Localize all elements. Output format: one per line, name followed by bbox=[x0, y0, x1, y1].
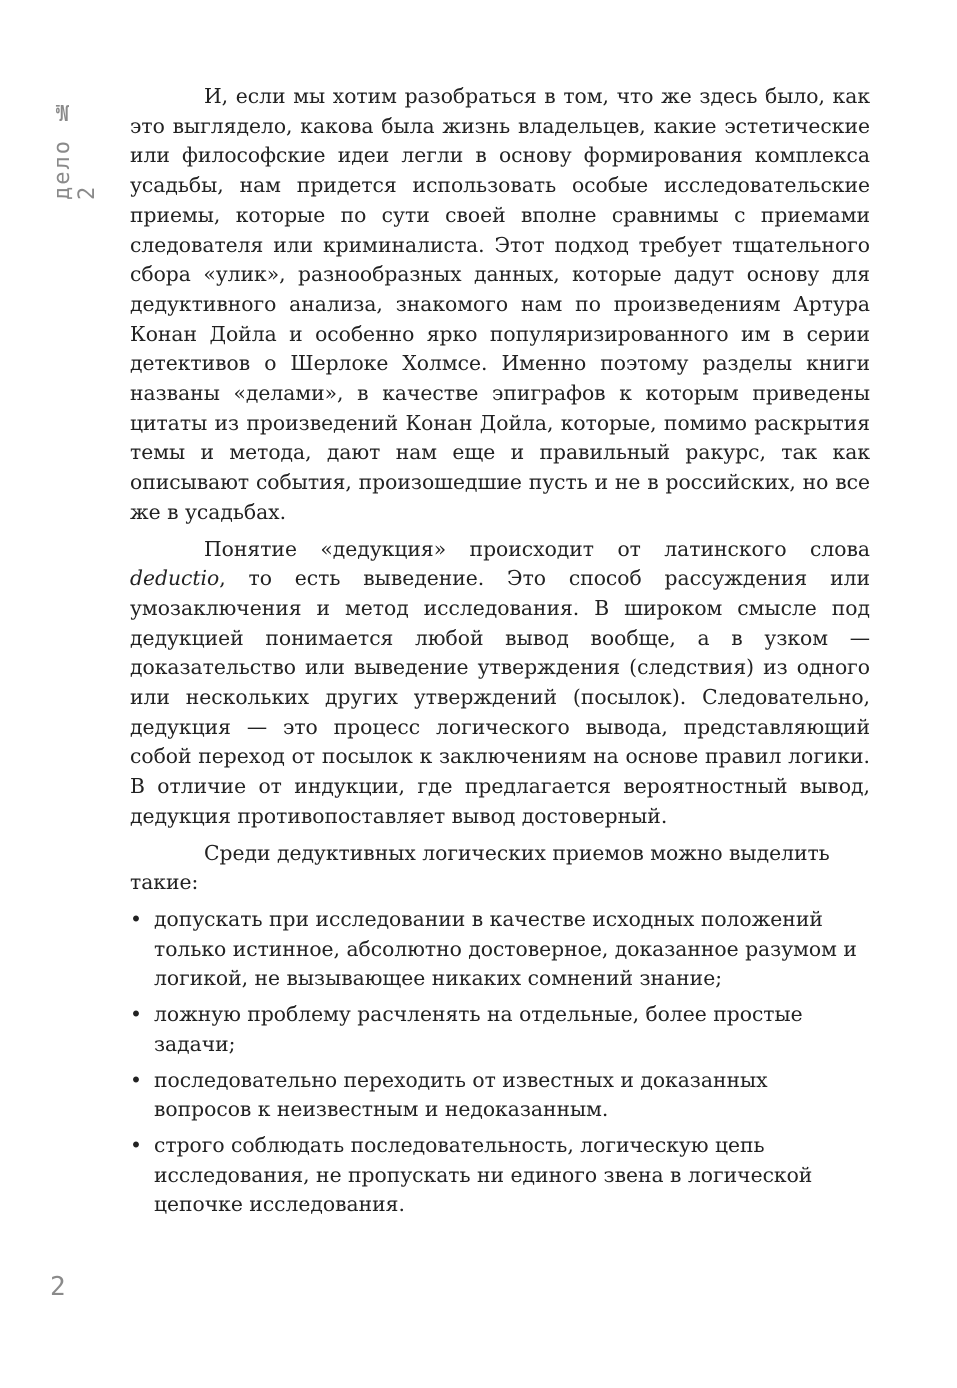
latin-term-deductio: deductio bbox=[130, 566, 220, 591]
paragraph-intro-text: И, если мы хотим разобраться в том, что же здесь было, как это выглядело, какова была жизнь владельцев, какие эстетические или философские идеи легли в основу формирования комплекса усадьбы, нам придется использовать особые исследовательские приемы, которые по сути своей вполне сравнимы с приемами следователя или криминалиста. Этот подход требует тщательного сбора «улик», разнообразных данных, которые дадут основу для дедуктивного анализа, знакомого нам по произведениям Артура Конан Дойла и особенно ярко популяризированного им в серии детективов о Шерлоке Холмсе. Именно поэтому разделы книги названы «делами», в качестве эпиграфов к которым приведены цитаты из произведений Конан Дойла, которые, помимо раскрытия темы и метода, дают нам еще и правильный ракурс, так как описывают события, произошедшие пусть и не в российских, но все же в усадьбах. bbox=[130, 84, 870, 524]
paragraph-deduction-definition bbox=[130, 535, 870, 832]
list-item bbox=[130, 1066, 870, 1125]
list-item bbox=[130, 905, 870, 994]
page-body bbox=[130, 82, 870, 1226]
bullet-icon: • bbox=[130, 906, 142, 931]
paragraph-deduction-text-end: , то есть выведение. Это способ рассуждения или умозаключения и метод исследования. В широком смысле под дедукцией понимается любой вывод вообще, а в узком — доказательство или выведение утверждения (следствия) из одного или нескольких других утверждений (посылок). Следовательно, дедукция — это процесс логического вывода, представляющий собой переход от посылок к заключениям на основе правил логики. В отличие от индукции, где предлагается вероятностный вывод, дедукция противопоставляет вывод достоверный. bbox=[130, 566, 870, 828]
techniques-list bbox=[130, 905, 870, 1220]
bullet-icon: • bbox=[130, 1067, 142, 1092]
bullet-icon: • bbox=[130, 1132, 142, 1157]
paragraph-deduction-text-start: Понятие «дедукция» происходит от латинского слова bbox=[204, 536, 870, 561]
list-item bbox=[130, 1131, 870, 1220]
list-item-text: последовательно переходить от известных и доказанных вопросов к неизвестным и недоказанным. bbox=[154, 1067, 768, 1122]
page-number: 2 bbox=[50, 1272, 66, 1302]
list-item-text: ложную проблему расчленять на отдельные, более простые задачи; bbox=[154, 1002, 803, 1056]
list-item bbox=[130, 1000, 870, 1059]
list-item-text: допускать при исследовании в качестве исходных положений только истинное, абсолютно достоверное, доказанное разумом и логикой, не вызывающее никаких сомнений знание; bbox=[154, 906, 857, 991]
paragraph-techniques-text: Среди дедуктивных логических приемов можно выделить такие: bbox=[130, 840, 830, 895]
paragraph-techniques-intro bbox=[130, 839, 870, 898]
bullet-icon: • bbox=[130, 1002, 142, 1027]
paragraph-intro bbox=[130, 82, 870, 528]
list-item-text: строго соблюдать последовательность, логическую цепь исследования, не пропускать ни единого звена в логической цепочке исследования. bbox=[154, 1132, 813, 1217]
chapter-side-label: дело № 2 bbox=[50, 96, 100, 200]
